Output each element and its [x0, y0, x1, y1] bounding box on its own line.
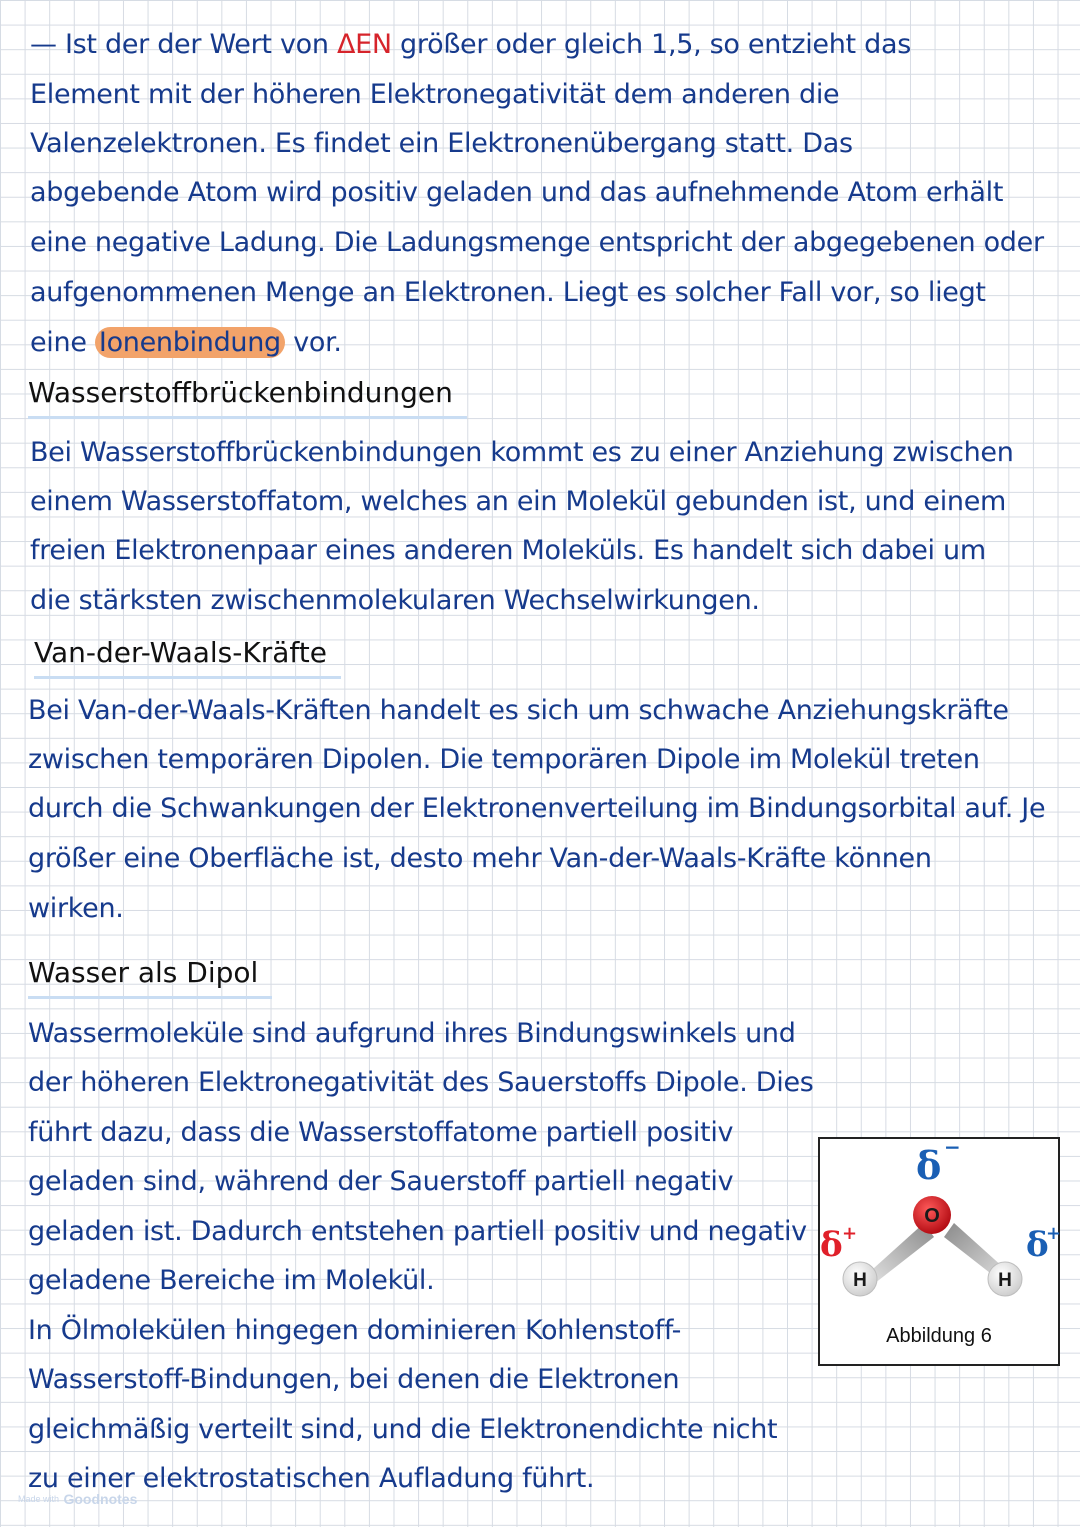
goodnotes-watermark — [18, 1490, 137, 1508]
ionic-line-4: abgebende Atom wird positiv geladen und das aufnehmende Atom erhält — [30, 177, 1004, 208]
ionic-line-1: — Ist der der Wert von ΔEN größer oder gleich 1,5, so entzieht das — [30, 29, 911, 60]
delta-plus-left-symbol: δ — [820, 1225, 843, 1265]
water-line-8: Wasserstoff-Bindungen, bei denen die Elektronen — [28, 1364, 680, 1395]
ionic-line-7: eine Ionenbindung vor. — [30, 327, 342, 358]
delta-en-term: ΔEN — [336, 29, 392, 60]
vdw-line-4: größer eine Oberfläche ist, desto mehr Van-der-Waals-Kräfte können — [28, 843, 932, 874]
water-line-3: führt dazu, dass die Wasserstoffatome partiell positiv — [28, 1117, 734, 1148]
ionic-line-5: eine negative Ladung. Die Ladungsmenge entspricht der abgegebenen oder — [30, 227, 1044, 258]
watermark-brand: Goodnotes — [63, 1490, 138, 1507]
oxygen-label: O — [924, 1205, 940, 1227]
hydrogen-line-1: Bei Wasserstoffbrückenbindungen kommt es zu einer Anziehung zwischen — [30, 437, 1014, 468]
heading-water-dipole: Wasser als Dipol — [28, 950, 272, 999]
water-line-6: geladene Bereiche im Molekül. — [28, 1265, 435, 1296]
delta-minus-sign: − — [944, 1135, 961, 1159]
hydrogen-line-2: einem Wasserstoffatom, welches an ein Molekül gebunden ist, und einem — [30, 486, 1007, 517]
water-line-9: gleichmäßig verteilt sind, und die Elektronendichte nicht — [28, 1414, 778, 1445]
vdw-line-2: zwischen temporären Dipolen. Die temporären Dipole im Molekül treten — [28, 744, 980, 775]
watermark-prefix: Made with — [18, 1493, 60, 1504]
water-line-1: Wassermoleküle sind aufgrund ihres Bindungswinkels und — [28, 1018, 796, 1049]
ionic-line-2: Element mit der höheren Elektronegativität dem anderen die — [30, 79, 840, 110]
delta-plus-right-sign: + — [1046, 1223, 1062, 1244]
hydrogen-line-4: die stärksten zwischenmolekularen Wechselwirkungen. — [30, 585, 760, 616]
vdw-line-1: Bei Van-der-Waals-Kräften handelt es sich um schwache Anziehungskräfte — [28, 695, 1009, 726]
delta-plus-left-sign: + — [842, 1223, 858, 1244]
highlight-ionenbindung: Ionenbindung — [95, 327, 285, 358]
water-line-5: geladen ist. Dadurch entstehen partiell positiv und negativ — [28, 1216, 807, 1247]
water-line-2: der höheren Elektronegativität des Sauerstoffs Dipole. Dies — [28, 1067, 814, 1098]
hydrogen-line-3: freien Elektronenpaar eines anderen Moleküls. Es handelt sich dabei um — [30, 535, 986, 566]
water-line-4: geladen sind, während der Sauerstoff partiell negativ — [28, 1166, 734, 1197]
water-molecule-figure — [818, 1137, 1060, 1366]
water-line-7: In Ölmolekülen hingegen dominieren Kohlenstoff- — [28, 1315, 682, 1346]
figure-caption: Abbildung 6 — [886, 1325, 992, 1347]
ionic-line-3: Valenzelektronen. Es findet ein Elektronenübergang statt. Das — [30, 128, 853, 159]
delta-minus-symbol: δ — [916, 1143, 942, 1188]
delta-plus-right-symbol: δ — [1026, 1225, 1049, 1265]
hydrogen-label-left: H — [853, 1270, 867, 1291]
vdw-line-5: wirken. — [28, 893, 124, 924]
vdw-line-3: durch die Schwankungen der Elektronenverteilung im Bindungsorbital auf. Je — [28, 793, 1046, 824]
heading-hydrogen-bonds: Wasserstoffbrückenbindungen — [28, 370, 467, 419]
water-line-10: zu einer elektrostatischen Aufladung führt. — [28, 1463, 595, 1494]
ionic-line-6: aufgenommenen Menge an Elektronen. Liegt es solcher Fall vor, so liegt — [30, 277, 986, 308]
heading-van-der-waals: Van-der-Waals-Kräfte — [34, 630, 341, 679]
hydrogen-label-right: H — [998, 1270, 1012, 1291]
